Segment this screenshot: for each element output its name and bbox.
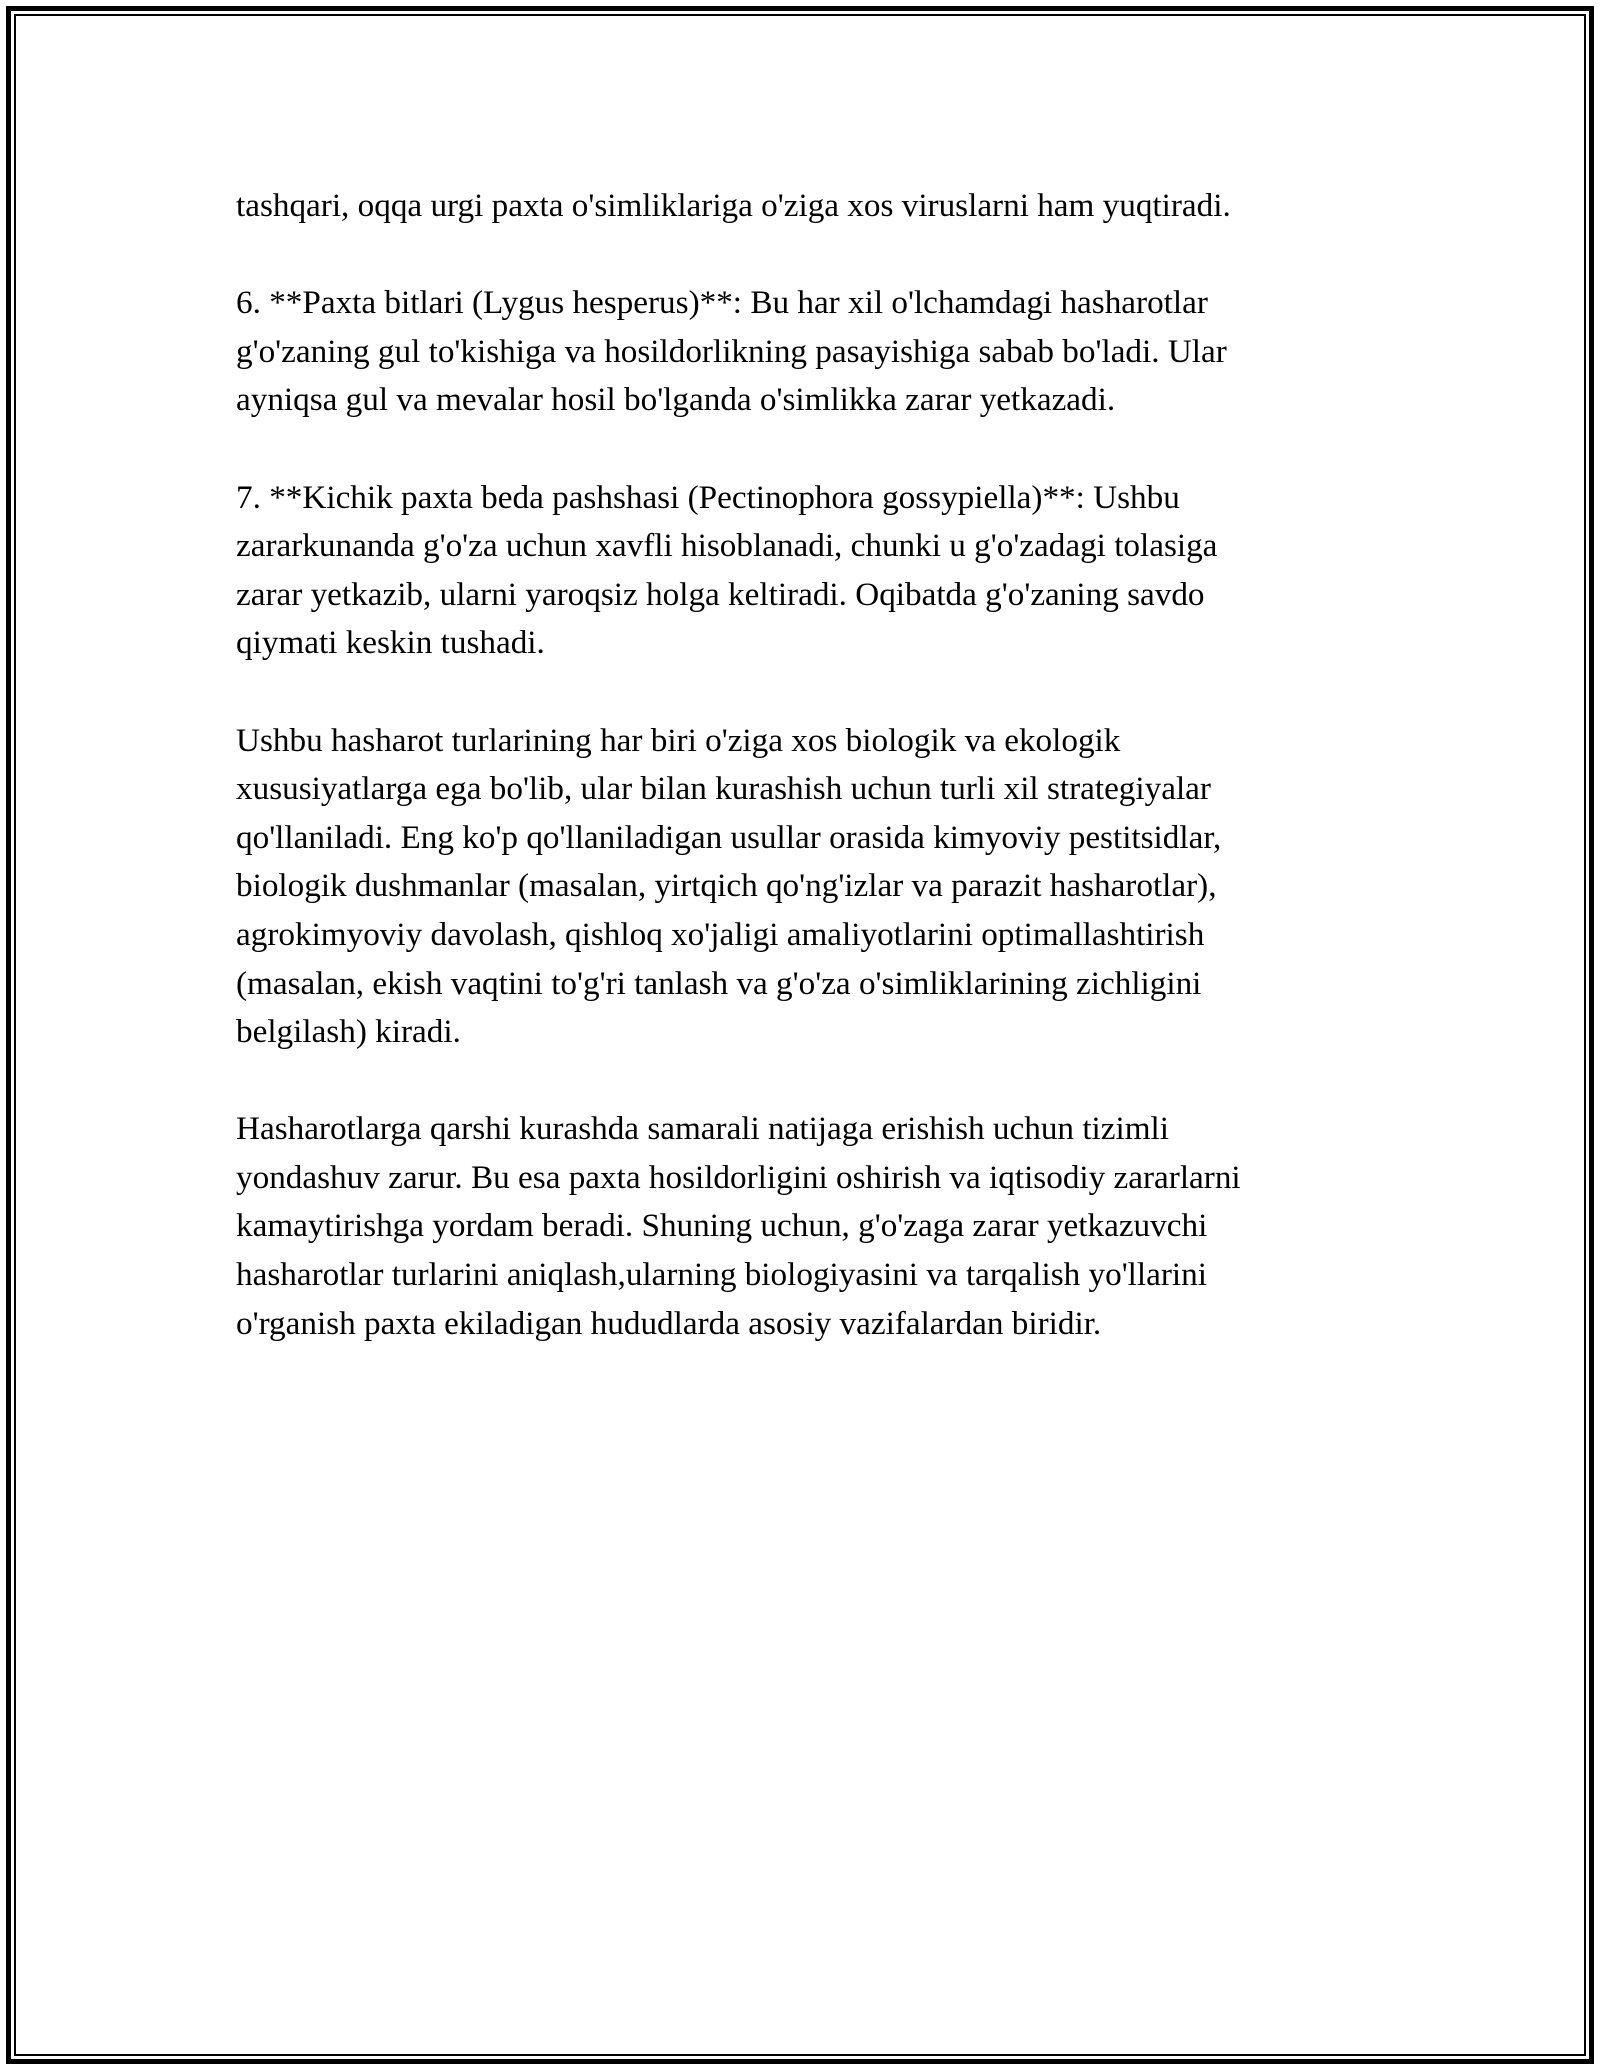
paragraph-conclusion — [236, 1105, 1366, 1348]
text-line: ayniqsa gul va mevalar hosil bo'lganda o'simlikka zarar yetkazadi. — [236, 381, 1116, 419]
text-line: g'o'zaning gul to'kishiga va hosildorlikning pasayishiga sabab bo'ladi. Ular — [236, 332, 1227, 370]
text-line: qo'llaniladi. Eng ko'p qo'llaniladigan usullar orasida kimyoviy pestitsidlar, — [236, 818, 1222, 856]
text-line: zarar yetkazib, ularni yaroqsiz holga keltiradi. Oqibatda g'o'zaning savdo — [236, 575, 1205, 613]
text-line: 6. **Paxta bitlari (Lygus hesperus)**: Bu har xil o'lchamdagi hasharotlar — [236, 284, 1208, 322]
text-line: yondashuv zarur. Bu esa paxta hosildorligini oshirish va iqtisodiy zararlarni — [236, 1158, 1241, 1196]
text-line: 7. **Kichik paxta beda pashshasi (Pectinophora gossypiella)**: Ushbu — [236, 478, 1180, 516]
paragraph-item-6 — [236, 279, 1366, 425]
text-line: belgilash) kiradi. — [236, 1013, 461, 1051]
text-line: biologik dushmanlar (masalan, yirtqich qo'ng'izlar va parazit hasharotlar), — [236, 867, 1217, 905]
text-line: qiymati keskin tushadi. — [236, 624, 545, 662]
text-line: Ushbu hasharot turlarining har biri o'ziga xos biologik va ekologik — [236, 721, 1121, 759]
text-line: xususiyatlarga ega bo'lib, ular bilan kurashish uchun turli xil strategiyalar — [236, 770, 1211, 808]
text-line: o'rganish paxta ekiladigan hududlarda asosiy vazifalardan biridir. — [236, 1304, 1102, 1342]
text-line: hasharotlar turlarini aniqlash,ularning biologiyasini va tarqalish yo'llarini — [236, 1256, 1207, 1294]
document-body — [236, 182, 1366, 1397]
text-line: zararkunanda g'o'za uchun xavfli hisoblanadi, chunki u g'o'zadagi tolasiga — [236, 527, 1218, 565]
paragraph-strategies — [236, 717, 1366, 1057]
text-line: tashqari, oqqa urgi paxta o'simliklariga o'ziga xos viruslarni ham yuqtiradi. — [236, 187, 1231, 224]
text-line: (masalan, ekish vaqtini to'g'ri tanlash va g'o'za o'simliklarining zichligini — [236, 964, 1202, 1002]
text-line: Hasharotlarga qarshi kurashda samarali natijaga erishish uchun tizimli — [236, 1110, 1169, 1148]
paragraph-continuation — [236, 182, 1366, 231]
text-line: kamaytirishga yordam beradi. Shuning uchun, g'o'zaga zarar yetkazuvchi — [236, 1207, 1208, 1245]
text-line: agrokimyoviy davolash, qishloq xo'jaligi amaliyotlarini optimallashtirish — [236, 915, 1205, 953]
paragraph-item-7 — [236, 474, 1366, 668]
